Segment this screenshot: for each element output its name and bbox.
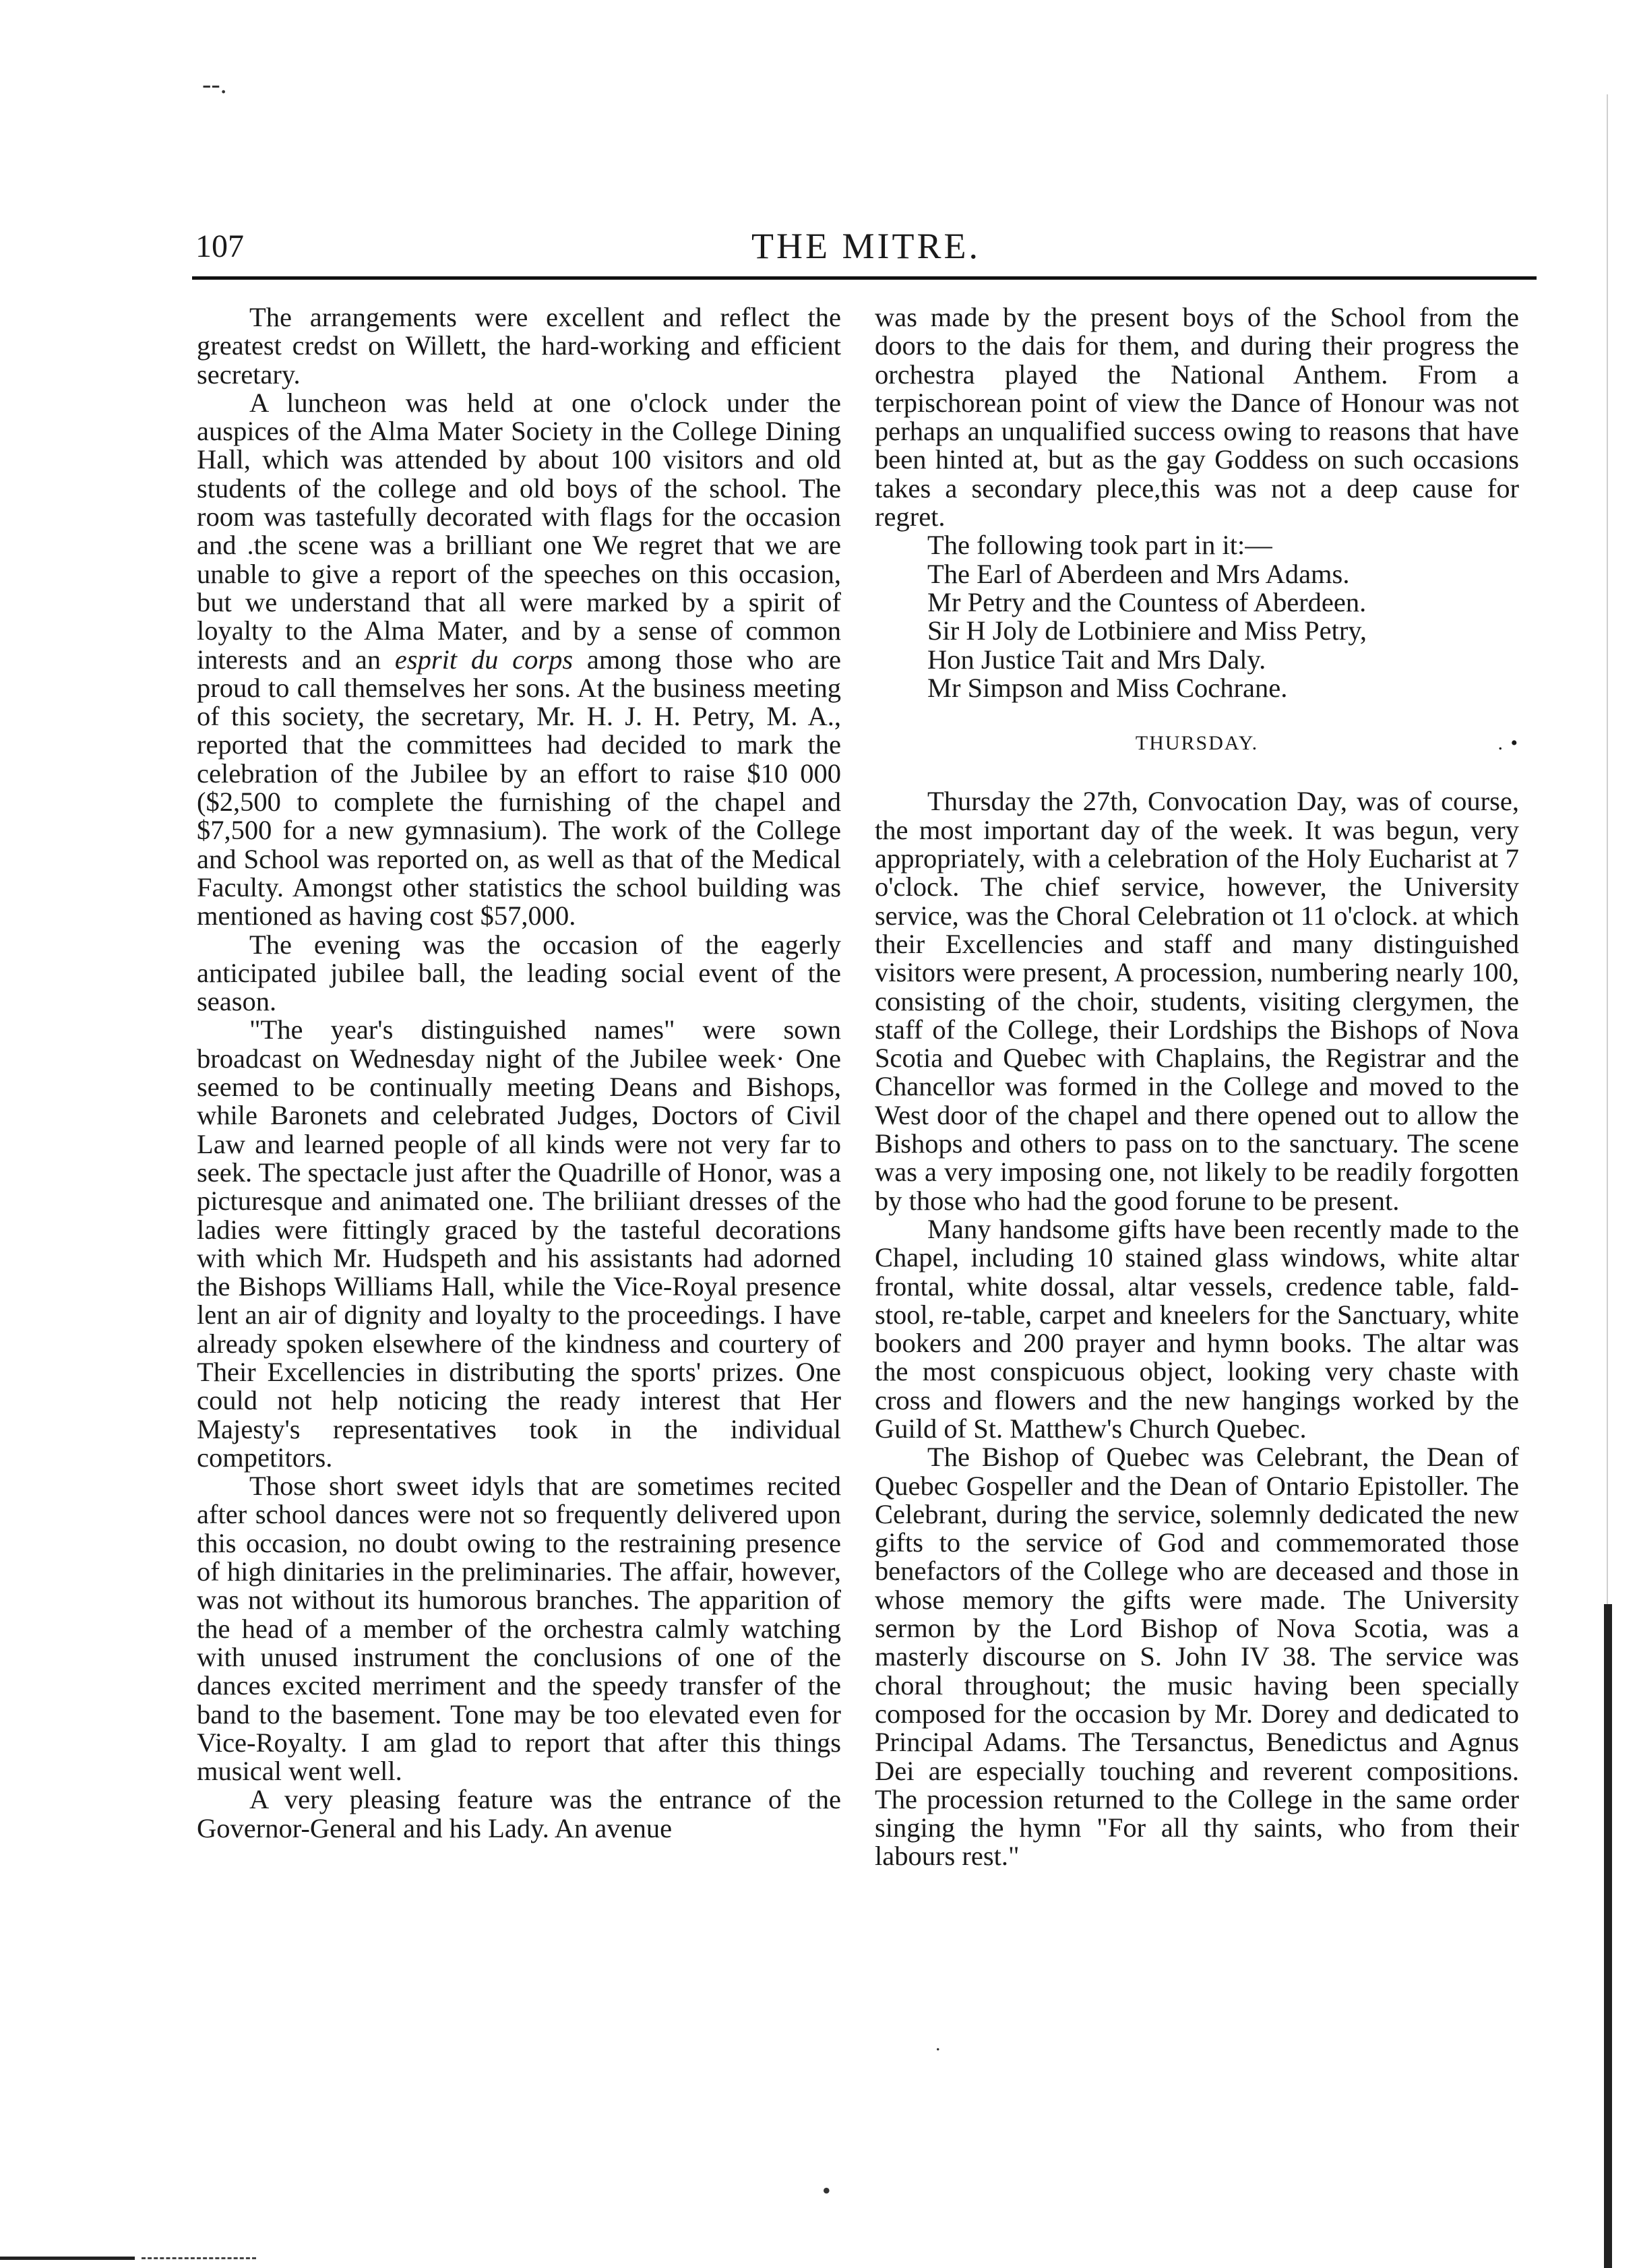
paragraph-text: A luncheon was held at one o'clock under the auspices of the Alma Mater Society in the College Dining Hall, which was attended by about 100 visitors and old students of the college and old boys of the school. The room was tastefully decorated with flags for the occasion and .the scene was a brilliant one We regret that we are unable to give a report of the speeches on this occasion, but we understand that all were marked by a spirit of loyalty to the Alma Mater, and by a sense of common interests and an bbox=[197, 387, 841, 675]
running-title: THE MITRE. bbox=[751, 226, 981, 266]
scan-mark-dot: . bbox=[935, 2033, 941, 2055]
paragraph: The evening was the occasion of the eagerly anticipated jubilee ball, the leading social event of the season. bbox=[197, 929, 841, 1017]
header-rule bbox=[192, 276, 1537, 280]
page-edge-line bbox=[1607, 94, 1608, 1604]
list-item: Mr Simpson and Miss Cochrane. bbox=[927, 672, 1288, 703]
list-item: The Earl of Aberdeen and Mrs Adams. bbox=[927, 558, 1350, 589]
bottom-edge-line bbox=[0, 2257, 135, 2260]
list-item: Sir H Joly de Lotbiniere and Miss Petry, bbox=[927, 615, 1367, 646]
page-header bbox=[195, 216, 1537, 278]
section-heading-text: THURSDAY. bbox=[1135, 732, 1259, 755]
paragraph: Thursday the 27th, Convocation Day, was of course, the most important day of the week. It was begun, very appropriately, with a celebration of the Holy Eucharist at 7 o'clock. The chief service, however, the University service, was the Choral Celebration ot 11 o'clock. at which their Excellencies and staff and many distinguished visitors were present, A procession, numbering nearly 100, consisting of the choir, students, visiting clergymen, the staff of the College, their Lordships the Bishops of Nova Scotia and Quebec with Chaplains, the Registrar and the Chancellor was formed in the College and moved to the West door of the chapel and there opened out to allow the Bishops and others to pass on to the sanctuary. The scene was a very imposing one, not likely to be readily forgotten by those who had the good forune to be present. bbox=[875, 786, 1519, 1216]
paragraph-text: among those who are proud to call themselves her sons. At the business meeting of this society, the secretary, Mr. H. J. H. Petry, M. A., reported that the committees had decided to mark the celebration of the Jubilee by an effort to raise $10 000 ($2,500 to complete the furnishing of the chapel and $7,500 for a new gymnasium). The work of the College and School was reported on, as well as that of the Medical Faculty. Amongst other statistics the school building was mentioned as having cost $57,000. bbox=[197, 644, 842, 931]
paragraph: A very pleasing feature was the entrance of the Governor-General and his Lady. An avenue bbox=[197, 1784, 841, 1843]
bottom-edge-dash bbox=[142, 2257, 256, 2261]
list-item: Mr Petry and the Countess of Aberdeen. bbox=[927, 586, 1367, 617]
paragraph: The Bishop of Quebec was Celebrant, the Dean of Quebec Gospeller and the Dean of Ontario Epistoller. The Celebrant, during the service, solemnly dedicated the new gifts to the service of God and commemorated those benefactors of the College who are deceased and those in whose memory the gifts were made. The University sermon by the Lord Bishop of Nova Scotia, was a masterly discourse on S. John IV 38. The service was choral throughout; the music having been specially composed for the occasion by Mr. Dorey and dedicated to Principal Adams. The Tersanctus, Benedictus and Agnus Dei are especially touching and reverent compositions. The procession returned to the College in the same order singing the hymn "For all thy saints, who from their labours rest." bbox=[875, 1442, 1519, 1872]
italic-phrase: esprit du corps bbox=[394, 644, 574, 675]
paragraph: was made by the present boys of the School from the doors to the dais for them, and during their progress the orchestra played the National Anthem. From a terpischorean point of view the Dance of Honour was not perhaps an unqualified success owing to reasons that have been hinted at, but as the gay Goddess on such occasions takes a secondary plece,this was not a deep cause for regret. bbox=[875, 302, 1519, 532]
right-column bbox=[875, 303, 1519, 1871]
page-number: 107 bbox=[195, 228, 244, 264]
paragraph: Those short sweet idyls that are sometimes recited after school dances were not so frequently delivered upon this occasion, no doubt owing to the restraining presence of high dinitaries in the preliminaries. The affair, however, was not without its humorous branches. The apparition of the head of a member of the orchestra calmly watching with unused instrument the conclusions of one of the dances excited merriment and the speedy transfer of the band to the basement. Tone may be too elevated even for Vice-Royalty. I am glad to report that after this things musical went well. bbox=[197, 1471, 841, 1787]
left-column bbox=[197, 303, 841, 1843]
participant-list bbox=[875, 560, 1519, 702]
paragraph bbox=[197, 389, 841, 931]
paragraph: "The year's distinguished names" were sown broadcast on Wednesday night of the Jubilee week· One seemed to be continually meeting Deans and Bishops, while Baronets and celebrated Judges, Doctors of Civil Law and learned people of all kinds were not very far to seek. The spectacle just after the Quadrille of Honor, was a picturesque and animated one. The briliiant dresses of the ladies were fittingly graced by the tasteful decorations with which Mr. Hudspeth and his assistants had adorned the Bishops Williams Hall, while the Vice-Royal presence lent an air of dignity and loyalty to the proceedings. I have already spoken elsewhere of the kindness and courtery of Their Excellencies in distributing the sports' prizes. One could not help noticing the ready interest that Her Majesty's representatives took in the individual competitors. bbox=[197, 1014, 841, 1473]
heading-dots: . • bbox=[1497, 732, 1519, 755]
scan-mark-bottom: • bbox=[822, 2177, 831, 2204]
paragraph: The following took part in it:— bbox=[927, 530, 1272, 561]
scan-mark-top: --. bbox=[202, 69, 227, 99]
paragraph: The arrangements were excellent and reflect the greatest credst on Willett, the hard-working and efficient secretary. bbox=[197, 302, 841, 390]
paragraph: Many handsome gifts have been recently made to the Chapel, including 10 stained glass windows, white altar frontal, white dossal, altar vessels, credence table, fald-stool, re-table, carpet and kneelers for the Sanctuary, white bookers and 200 prayer and hymn books. The altar was the most conspicuous object, looking very chaste with cross and flowers and the new hangings worked by the Guild of St. Matthew's Church Quebec. bbox=[875, 1213, 1519, 1444]
list-item: Hon Justice Tait and Mrs Daly. bbox=[927, 644, 1266, 675]
section-heading bbox=[875, 729, 1519, 758]
page-edge-shadow bbox=[1604, 1604, 1612, 2268]
